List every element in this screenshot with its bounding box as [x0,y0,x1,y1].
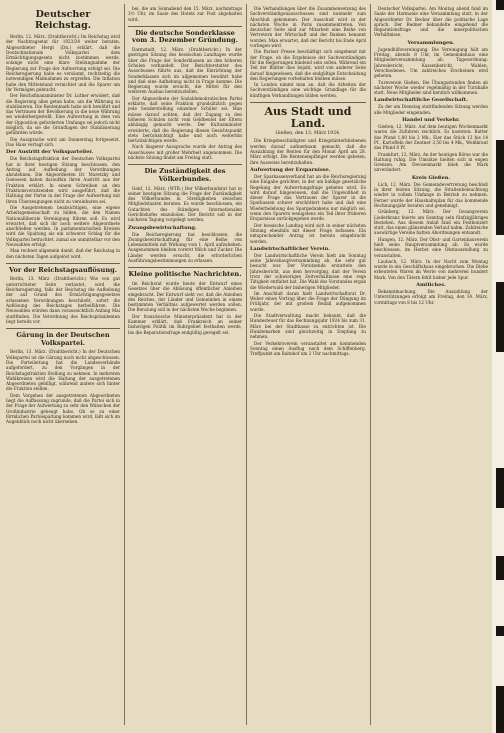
subheadline: Handel und Verkehr. [402,117,460,124]
article-paragraph: Die Stadtverwaltung macht bekannt, daß die Hundesteuer für das Rechnungsjahr 1924 bis zum 31. März bei der Stadtkasse zu entrichten ist. Die Hundemarken sind gleichzeitig in Empfang zu nehmen. [250,313,366,340]
article-paragraph: Die Reichsregierung hat beschlossen, die Zwangsbewirtschaftung für eine Reihe von Lebensmitteln mit Wirkung vom 1. April aufzuheben. Ausgenommen bleiben vorerst Milch und Zucker. Die Länder werden ersucht, die erforderlichen Ausführungsbestimmungen zu erlassen. [128,231,242,264]
article-paragraph: Man rechnet allgemein damit, daß der Reichstag in den nächsten Tagen aufgelöst wird. [6,248,120,259]
subheadline: Amtliches. [416,282,446,289]
divider [6,263,120,264]
article-paragraph: Berlin, 13. März. (Drahtbericht.) In der Deutschen Volkspartei ist die Gärung noch nicht abgeschlossen. Die Parteileitung hat die Landesverbände aufgefordert, zu den Vorgängen in der Reichstagsfraktion Stellung zu nehmen. In mehreren Wahlkreisen wird die Haltung der ausgetretenen Abgeordneten gebilligt, während andere sich hinter die Fraktion stellen. [6,349,120,392]
headline-deutscher-reichstag: Deutscher Reichstag. [34,9,92,31]
dateline: Gießen, den 13. März 1924. [275,131,341,137]
subheadline: Der Austritt der Volksparteiler. [6,149,94,156]
article-paragraph: bei, die am Sonnabend den 15. März, nachmittags 3½ Uhr, im Saale des Hotels zur Post abgehalten wird. [128,6,242,22]
column-1 [6,6,120,723]
article-paragraph: Der Reichsfinanzminister Dr. Luther erwidert, daß die Regierung alles getan habe, um die Währung zu stabilisieren. Die Rentenmark habe sich bewährt und das Vertrauen der Bevölkerung in die neue Währung sei wiederhergestellt. Eine Aufwertung in dem von der Opposition geforderten Umfange sei jedoch nicht möglich, da sie die Grundlagen der Stabilisierung gefährden würde. [6,93,120,136]
column-2 [128,6,242,723]
column-rule [370,4,371,725]
column-rule [124,4,125,725]
adjacent-page-edge [492,0,504,733]
subheadline: Aufwertung der Ersparnisse. [250,166,331,173]
article-paragraph: Turnverein Gießen. Die Übungsstunden finden ab nächster Woche wieder regelmäßig in der Turnhalle statt. Neue Mitglieder sind herzlich willkommen. [374,79,488,96]
article-paragraph: Hungen, 12. März. Der Obst- und Gartenbauverein hielt seine Hauptversammlung ab. Es wurde beschlossen, im Herbst eine Obstausstellung zu veranstalten. [374,236,488,258]
article-paragraph: Deutscher Volkspartei. Am Montag abend fand im Saale der Harmonie eine Versammlung statt, in der Abgeordneter Dr. Becker über die politische Lage sprach. Der Redner behandelte eingehend die Reparationsfrage und die innerpolitischen Verhältnisse. [374,6,488,38]
article-paragraph: Zu der am Dienstag stattfindenden Sitzung werden alle Mitglieder eingeladen. [374,104,488,115]
edge-block [496,686,504,733]
divider [128,267,242,268]
article-paragraph: Im Reichsrat wurde heute der Entwurf eines Gesetzes über die Ablösung öffentlicher Anleihen eingebracht. Der Entwurf sieht vor, daß die Anleihen des Reiches, der Länder und Gemeinden in einem bestimmten Verhältnis aufgewertet werden sollen. Die Beratung soll in der nächsten Woche beginnen. [128,280,242,313]
article-paragraph: Bekanntmachung. Die Auszahlung der Unterstützungen erfolgt am Freitag, den 14. März, vormittags von 8 bis 12 Uhr. [374,289,488,305]
article-paragraph: Darmstadt, 12. März. (Drahtbericht.) In der gestrigen Sitzung des hessischen Landtages wurde über die Frage der Sonderklassen an den höheren Schulen verhandelt. Der Berichterstatter des Ausschusses führte aus, daß die Einrichtung der Sonderklassen sich im allgemeinen bewährt habe und daß eine Aufhebung nicht in Frage komme. Die Regierung wurde ersucht, die Mittel für den weiteren Ausbau bereitzustellen. [128,47,242,95]
section-title-aus-stadt-und-land: Aus Stadt und Land. [264,105,352,131]
article-paragraph: Die Reichstagsfraktion der Deutschen Volkspartei hat in ihrer heutigen Sitzung beschlossen, den Antrag auf Aufhebung der Verordnungen abzulehnen. Die Abgeordneten Dr. Maretzky und Genossen haben daraufhin ihren Austritt aus der Fraktion erklärt. In einem Schreiben an den Fraktionsvorsitzenden wird ausgeführt, daß die Haltung der Partei in der Frage der Aufwertung mit ihren Überzeugungen nicht zu vereinbaren sei. [6,156,120,204]
headline-gaerung: Gärung in der Deutschen Volkspartei. [16,331,110,347]
article-paragraph: Genf, 12. März. (WTB.) Der Völkerbundsrat hat in seiner heutigen Sitzung die Frage der Zuständigkeit des Völkerbundes in Streitigkeiten zwischen Mitgliedstaaten beraten. Es wurde beschlossen, ein Gutachten des Ständigen Internationalen Gerichtshofes einzuholen. Der Bericht soll in der nächsten Tagung vorgelegt werden. [128,185,242,223]
edge-block [496,468,504,508]
article-paragraph: Berlin, 12. März. (Drahtbericht.) Im Reichstag wird der Nachtragsetat für 1923/24 weiter beraten. Abgeordneter Hergt (Dn.) erklärt, daß die Deutschnationale Volkspartei dem Ermächtigungsgesetz nicht zustimmen werde, solange nicht eine klare Stellungnahme der Regierung zur Frage der Aufwertung erfolgt sei. Die Reichsregierung habe es versäumt, rechtzeitig die notwendigen Maßnahmen zu ergreifen. Die Inflation habe den Mittelstand vernichtet und die Sparer um ihr Vermögen gebracht. [6,34,120,92]
article-paragraph: Der Sparkassenverband hat an die Reichsregierung eine Eingabe gerichtet, in der um baldige gesetzliche Regelung der Aufwertungsfrage gebeten wird. Es wird darauf hingewiesen, daß die Ungewißheit in dieser Frage das Vertrauen der Sparer in die Sparkassen schwer erschüttert habe und daß eine Wiederbelebung des Spargedankens nur möglich sei, wenn den Sparern wenigstens ein Teil ihrer früheren Ersparnisse zurückgegeben werde. [250,173,366,222]
subheadline: Kreis Gießen. [411,174,451,181]
article-paragraph: Im Anschluß daran hielt Landwirtschaftsrat Dr. Weber einen Vortrag über die Frage der Düngung im Frühjahr, der mit großem Beifall aufgenommen wurde. [250,290,366,312]
article-paragraph: Der hessische Landtag wird sich in seiner nächsten Sitzung ebenfalls mit dieser Frage befassen. Ein entsprechender Antrag ist bereits eingebracht worden. [250,222,366,244]
column-4 [374,6,488,723]
article-paragraph: Die Pariser Presse beschäftigt sich eingehend mit der Frage, ob die Ergebnisse der Sachverständigen für die Regierungen bindend sein sollen. Während ein Teil der Blätter dies bejaht, wird von anderer Seite darauf hingewiesen, daß die endgültige Entscheidung den Regierungen vorbehalten bleiben müsse. [250,49,366,81]
headline-reichstagsaufloesung: Vor der Reichstagsauflösung. [8,265,118,274]
column-rule [246,4,247,725]
article-paragraph: Der Abgeordnete der Sozialdemokratischen Partei erklärte, daß seine Fraktion grundsätzlich gegen jede Sonderstellung einzelner Schüler sei. Man müsse darauf achten, daß der Zugang zu den höheren Schulen nicht vom Geldbeutel der Eltern abhängig gemacht werde. Der Kultusminister erwiderte, daß die Regierung diesen Gesichtspunkt stets berücksichtigt habe und auch weiterhin berücksichtigen werde. [128,95,242,144]
headline-voelkerbund: Die Zuständigkeit des Völkerbundes. [144,167,226,183]
article-paragraph: Grünberg, 12. März. Der Gesangverein Liederkranz feierte am Sonntag sein fünfzigjähriges Bestehen. Aus diesem Anlaß fand ein Festkonzert statt, das einen glänzenden Verlauf nahm. Zahlreiche auswärtige Vereine hatten Abordnungen entsandt. [374,209,488,236]
article-paragraph: Der Verkehrsverein veranstaltet am kommenden Sonntag einen Ausflug nach dem Schiffenberg. Treffpunkt am Bahnhof um 2 Uhr nachmittags. [250,340,366,357]
article-paragraph: In London nimmt man an, daß die Arbeiten der Sachverständigen eine wichtige Grundlage für die künftigen Verhandlungen bilden werden. [250,82,366,98]
subheadline: Landwirtschaftlicher Verein. [250,245,330,252]
column-3 [250,6,366,723]
article-paragraph: Die Aussprache wird am Donnerstag fortgesetzt. Das Haus vertagt sich. [6,136,120,147]
edge-block [496,556,504,580]
edge-block [496,626,504,636]
edge-block [496,0,504,10]
headline-kleine-nachrichten: Kleine politische Nachrichten. [128,270,242,279]
article-paragraph: Nach längerer Aussprache wurde der Antrag des Ausschusses mit großer Mehrheit angenommen. Die nächste Sitzung findet am Freitag statt. [128,144,242,161]
edge-block [496,282,504,352]
article-paragraph: Der Landwirtschaftliche Verein hielt am Sonntag seine Jahreshauptversammlung ab, die sehr gut besucht war. Der Vorsitzende erstattete den Jahresbericht, aus dem hervorging, daß der Verein trotz der schwierigen Zeitverhältnisse eine rege Tätigkeit entfaltet hat. Die Wahl des Vorstandes ergab die Wiederwahl der bisherigen Mitglieder. [250,252,366,290]
article-paragraph: Berlin, 13. März. (Drahtbericht.) Wie von gut unterrichteter Seite verlautet, wird die Reichsregierung, falls der Reichstag die Aufhebung der auf Grund des Ermächtigungsgesetzes erlassenen Verordnungen beschließt, sofort die Auflösung des Reichstages herbeiführen. Die Neuwahlen würden dann voraussichtlich Anfang Mai stattfinden. Die Verordnung des Reichspräsidenten liegt bereits vor. [6,276,120,324]
article-paragraph: Die Kriegsbeschädigten und Kriegshinterbliebenen werden darauf aufmerksam gemacht, daß die Auszahlung der Renten für den Monat April am 28. März erfolgt. Die Rentenempfänger werden gebeten, ihre Ausweise bereitzuhalten. [250,138,366,165]
divider [128,26,242,27]
article-paragraph: Die Verhandlungen über die Zusammensetzung des Sachverständigenausschusses sind nunmehr zum Abschluß gekommen. Der Ausschuß wird in der nächsten Woche in Paris zusammentreten. Von deutscher Seite sind zur Mitarbeit eine Reihe von Vertretern der Wirtschaft und der Banken benannt worden. Man erwartet, daß der Bericht bis Ende April vorliegen wird. [250,6,366,49]
headline-sonderklasse: Die deutsche Sonderklasse vom 3. Dezember Gründung. [132,28,238,45]
article-paragraph: Lich, 12. März. Die Gemeindevertretung beschloß in ihrer letzten Sitzung, die Straßenbeleuchtung wieder in vollem Umfange in Betrieb zu nehmen. Ferner wurde der Haushaltsplan für das kommende Rechnungsjahr beraten und genehmigt. [374,181,488,208]
article-paragraph: Jugendhilfsvereinigung. Die Vereinigung hält am Freitag, abends 8 Uhr, im Gemeindehaus eine Mitgliederversammlung ab. Tagesordnung: Jahresbericht, Kassenbericht, Wahlen, Verschiedenes. Um zahlreiches Erscheinen wird gebeten. [374,46,488,79]
edge-block [496,140,504,235]
subheadline: Landwirtschaftliche Gesellschaft. [374,97,468,104]
article-paragraph: Laubach, 12. März. In der Nacht zum Montag wurde in ein Geschäftshaus eingebrochen. Die Diebe erbeuteten Waren im Werte von mehreren hundert Mark. Von den Tätern fehlt bisher jede Spur. [374,258,488,280]
article-paragraph: Dem Vorgehen der ausgetretenen Abgeordneten liegt die Auffassung zugrunde, daß die Partei sich in der Frage der Aufwertung zu sehr den Wünschen der Großindustrie gebeugt habe. Ob es zu einer förmlichen Parteispaltung kommen wird, läßt sich im Augenblick noch nicht übersehen. [6,392,120,425]
divider [250,102,366,103]
article-paragraph: Frankfurt, 12. März. An der heutigen Börse war die Haltung ruhig. Die Umsätze hielten sich in engen Grenzen. Am Devisenmarkt blieb die Mark unverändert. [374,151,488,173]
subheadline: Versammlungen. [407,39,455,46]
article-paragraph: Der französische Ministerpräsident hat in der Kammer erklärt, daß Frankreich an seiner bisherigen Politik im Ruhrgebiet festhalten werde, bis die Reparationsfrage endgültig geregelt sei. [128,313,242,335]
divider [6,328,120,329]
article-paragraph: Gießen, 12. März. Auf dem heutigen Wochenmarkt waren die Zufuhren reichlich. Es kosteten: Butter das Pfund 1,80 bis 2 Mk., Eier das Stück 12 bis 14 Pf., Kartoffeln der Zentner 3,50 bis 4 Mk., Weißkraut das Pfund 8 Pf. [374,124,488,151]
subheadline: Zwangsbewirtschaftung. [128,224,197,231]
article-paragraph: Die Ausgetretenen beabsichtigen, eine eigene Arbeitsgemeinschaft zu bilden, die den Namen Nationalliberale Vereinigung führen soll. Es wird erwartet, daß sich ihr noch weitere Abgeordnete anschließen werden. In parlamentarischen Kreisen wird die Spaltung als ein schwerer Schlag für die Volkspartei betrachtet, zumal sie unmittelbar vor den Neuwahlen erfolgt. [6,204,120,247]
divider [128,164,242,165]
